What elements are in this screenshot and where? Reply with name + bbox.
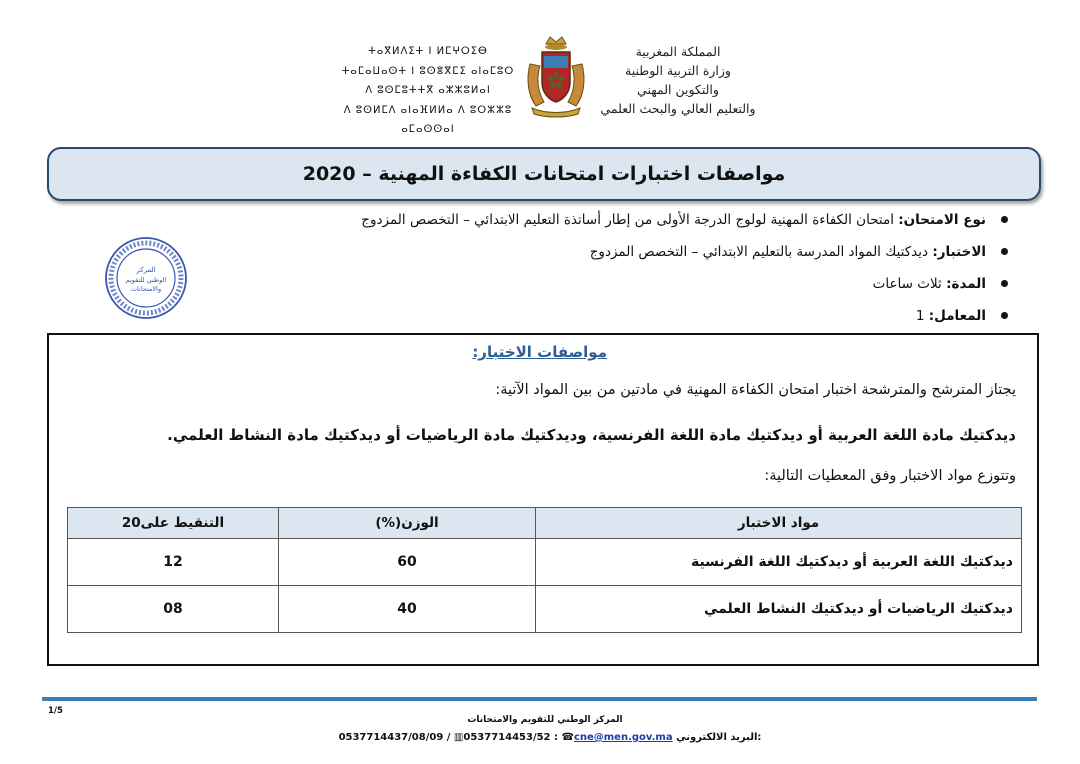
footer-organization: المركز الوطني للتقويم والامتحانات	[467, 715, 623, 725]
list-item	[308, 208, 1008, 240]
item-label: نوع الامتحان:	[898, 212, 986, 228]
ministry-name-arabic	[598, 42, 758, 118]
table-row	[68, 586, 1022, 633]
ministry-line: وزارة التربية الوطنية	[625, 63, 731, 78]
specifications-intro: يجتاز المترشح والمترشحة اختبار امتحان الكفاءة المهنية في مادتين من بين المواد الآتية:	[495, 382, 1016, 398]
table-cell-grade: 12	[68, 539, 279, 586]
phone-number: 0537714453/52	[463, 732, 551, 743]
royal-coat-of-arms-icon	[522, 34, 590, 118]
table-row	[68, 539, 1022, 586]
svg-text:والامتحانات: والامتحانات	[130, 285, 162, 293]
item-value: ديدكتيك المواد المدرسة بالتعليم الابتدائي – التخصص المزدوج	[589, 244, 933, 260]
column-header-subject: مواد الاختبار	[536, 508, 1022, 539]
table-cell-subject: ديدكتيك الرياضيات أو ديدكتيك النشاط العلمي	[536, 586, 1022, 633]
fax-number: 0537714437/08/09	[338, 732, 444, 743]
specifications-heading: مواصفات الاختبار:	[472, 343, 607, 361]
item-label: الاختبار:	[932, 244, 986, 260]
item-label: المعامل:	[928, 308, 986, 324]
table-header-row	[68, 508, 1022, 539]
exam-info-list	[308, 208, 1008, 336]
list-item	[308, 240, 1008, 272]
ministry-name-tifinagh	[338, 42, 518, 140]
column-header-weight: الوزن(%)	[279, 508, 536, 539]
page-title: مواصفات اختبارات امتحانات الكفاءة المهنية – 2020	[302, 163, 786, 185]
table-cell-grade: 08	[68, 586, 279, 633]
column-header-grade: التنقيط على20	[68, 508, 279, 539]
ministry-line: المملكة المغربية	[635, 44, 721, 59]
item-value: 1	[915, 308, 929, 324]
ministry-line: والتكوين المهني	[637, 82, 719, 97]
table-cell-subject: ديدكتيك اللغة العربية أو ديدكتيك اللغة الفرنسية	[536, 539, 1022, 586]
ministry-line: والتعليم العالي والبحث العلمي	[600, 101, 756, 116]
email-label: البريد الالكتروني:	[676, 732, 762, 743]
phone-icon: : ☎	[554, 732, 574, 743]
ministry-line: ⴷ ⵓⵙⵎⵓⵜⵜⴳ ⴰⵣⵣⵓⵍⴰⵏ	[365, 85, 491, 96]
footer-divider	[42, 697, 1037, 701]
page-number: 1/5	[48, 706, 63, 716]
official-stamp-icon	[104, 236, 188, 320]
footer-contact	[330, 732, 770, 743]
list-item	[308, 272, 1008, 304]
specifications-subjects: ديدكتيك مادة اللغة العربية أو ديدكتيك مادة اللغة الفرنسية، وديدكتيك مادة الرياضيات أو ديدكتيك مادة النشاط العلمي.	[167, 426, 1016, 444]
item-value: ثلاث ساعات	[872, 276, 947, 292]
item-value: امتحان الكفاءة المهنية لولوج الدرجة الأولى من إطار أساتذة التعليم الابتدائي – التخصص المزدوج	[361, 212, 899, 228]
table-cell-weight: 60	[279, 539, 536, 586]
fax-icon: / ▥	[446, 732, 464, 743]
item-label: المدة:	[946, 276, 986, 292]
weights-table	[67, 507, 1022, 633]
svg-text:الوطني للتقويم: الوطني للتقويم	[125, 276, 167, 284]
ministry-line: ⵜⴰⵎⴰⵡⴰⵙⵜ ⵏ ⵓⵙⴻⴳⵎⵉ ⴰⵏⴰⵎⵓⵔ	[341, 65, 515, 77]
title-banner	[47, 147, 1041, 201]
ministry-line: ⵜⴰⴳⵍⴷⵉⵜ ⵏ ⵍⵎⵖⵔⵉⴱ	[368, 46, 488, 57]
list-item	[308, 304, 1008, 336]
table-cell-weight: 40	[279, 586, 536, 633]
specifications-distribution: وتتوزع مواد الاختبار وفق المعطيات التالية:	[764, 468, 1016, 484]
ministry-line: ⴷ ⵓⵙⵍⵎⴷ ⴰⵏⴰⴼⵍⵍⴰ ⴷ ⵓⵔⵣⵣⵓ ⴰⵎⴰⵙⵙⴰⵏ	[343, 104, 513, 135]
svg-text:المركز: المركز	[136, 266, 156, 274]
email-link[interactable]: cne@men.gov.ma	[573, 732, 673, 743]
